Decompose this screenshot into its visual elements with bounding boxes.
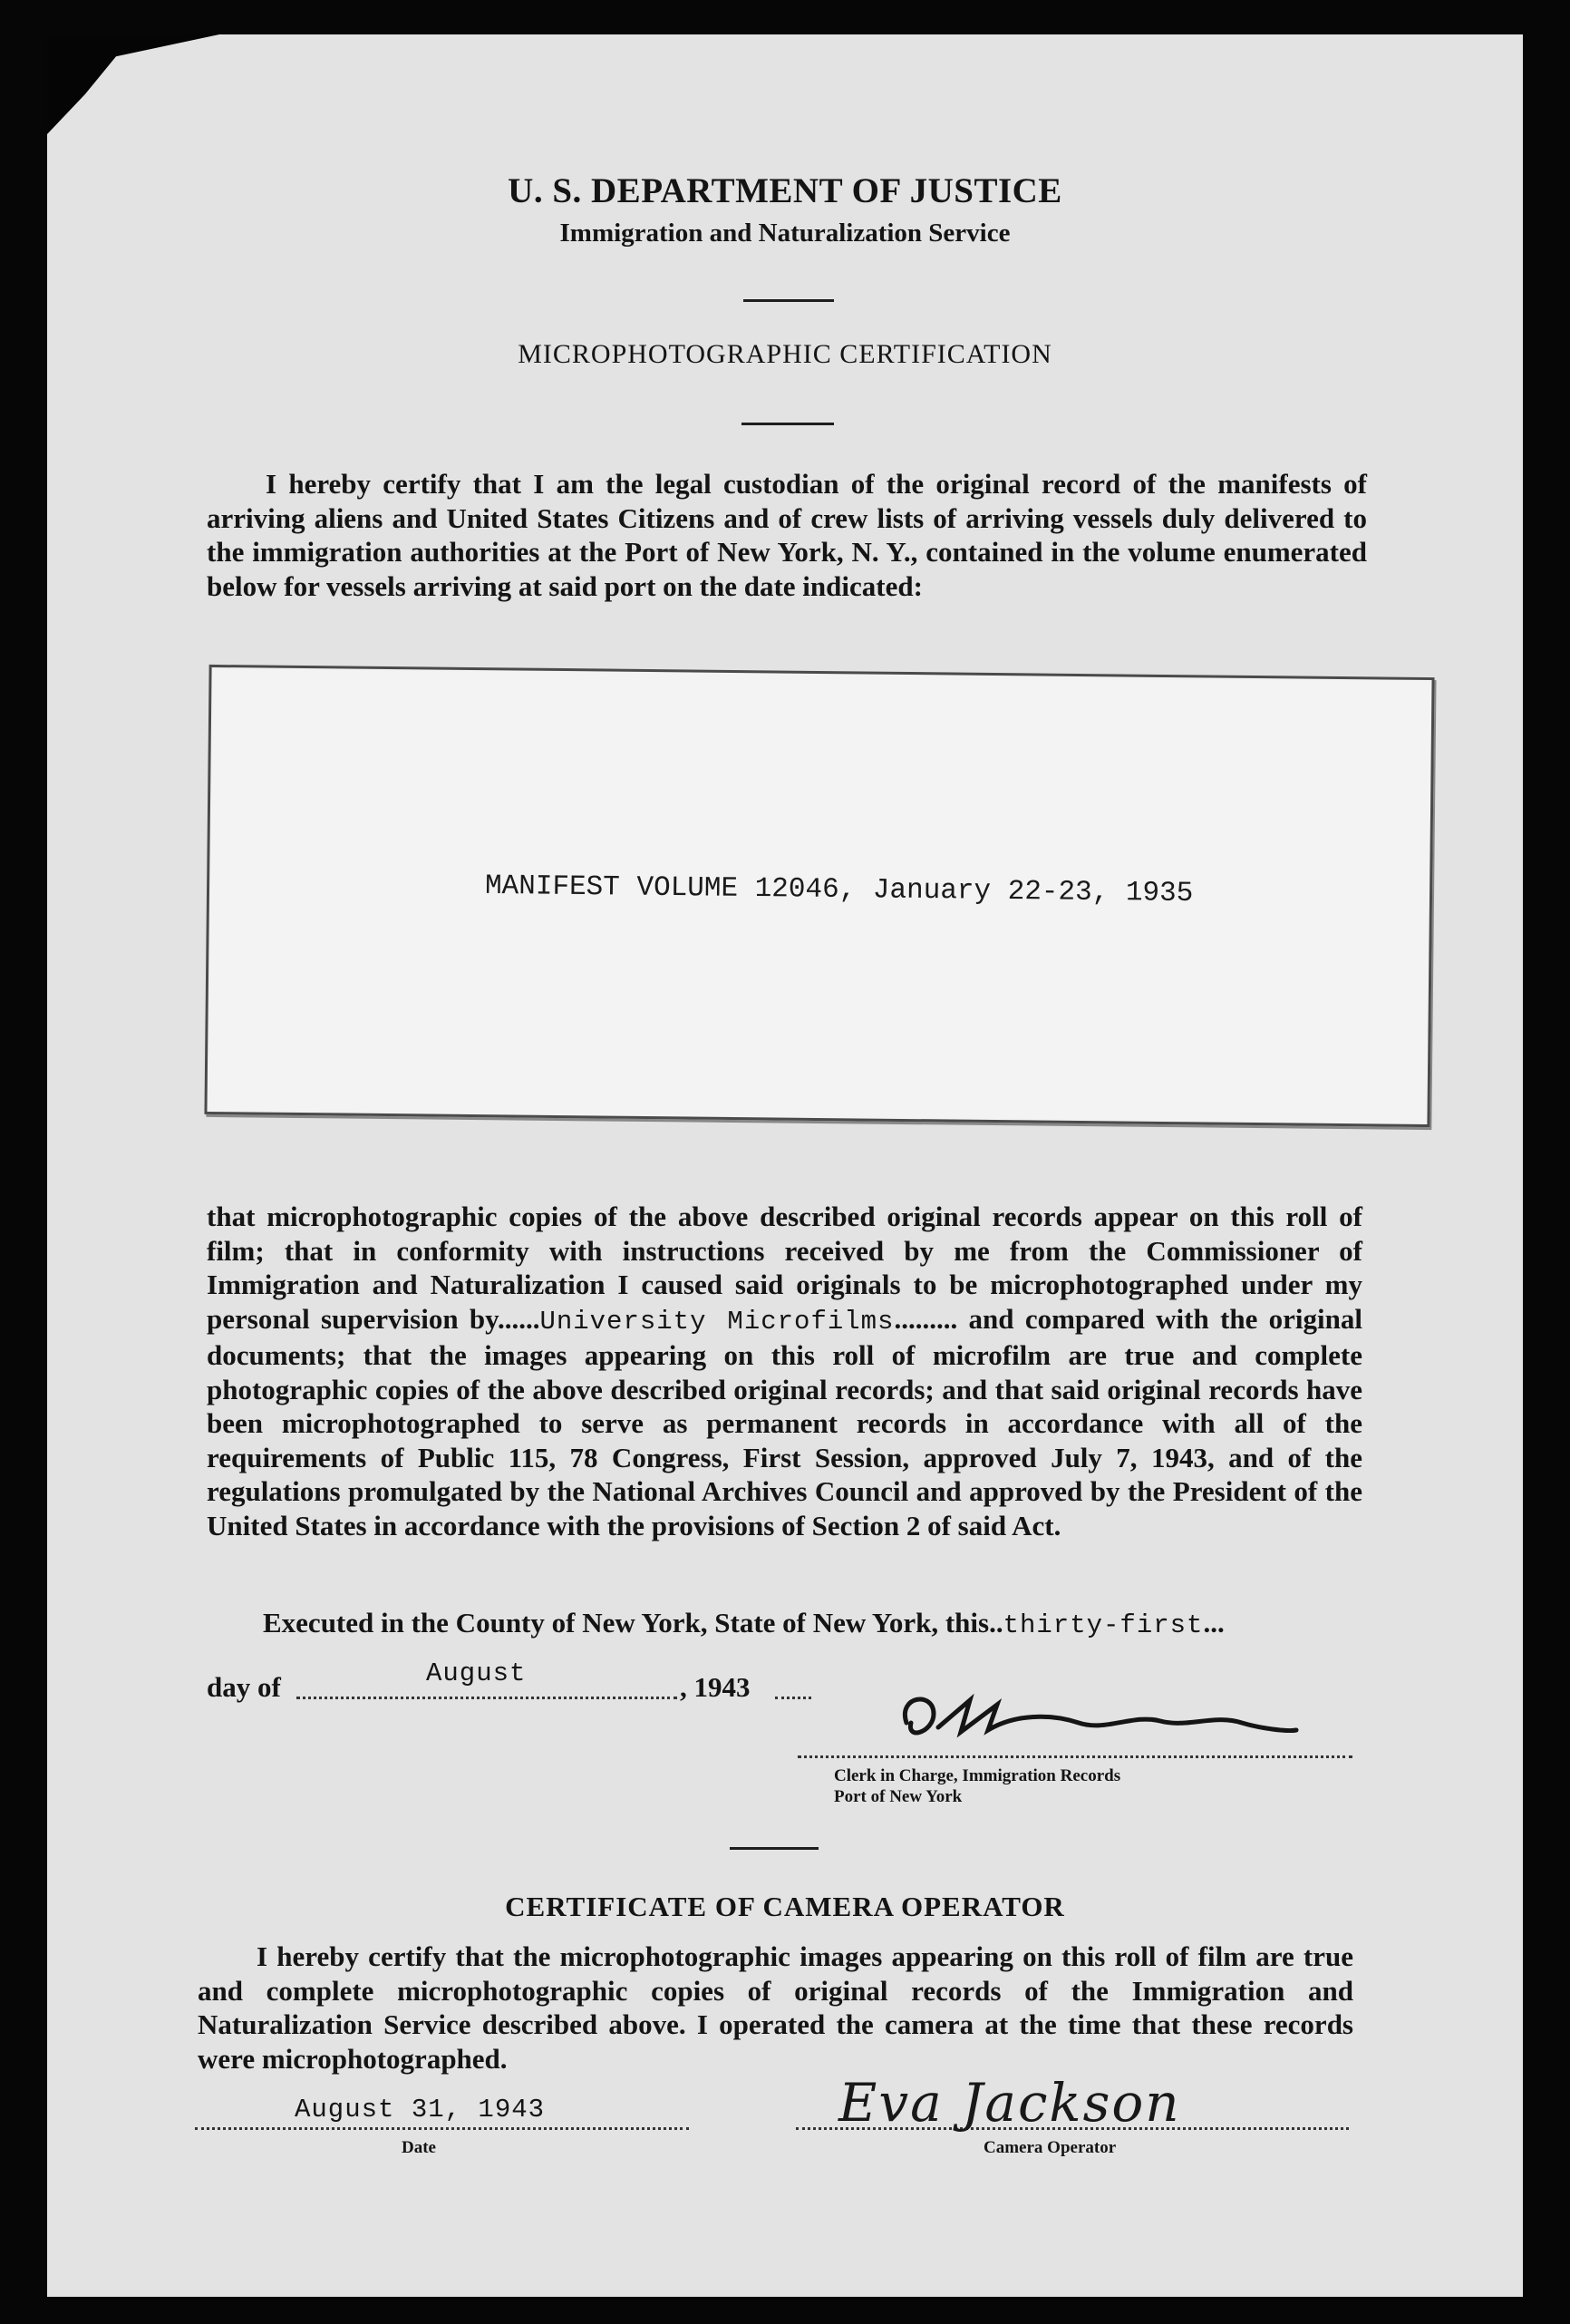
photographer-name: University Microfilms: [539, 1306, 895, 1337]
day-of-label: day of: [207, 1671, 281, 1703]
executed-prefix: Executed in the County of New York, State of New York, this: [263, 1607, 990, 1638]
certification-title: MICROPHOTOGRAPHIC CERTIFICATION: [518, 339, 1052, 369]
executed-day: thirty-first: [1003, 1610, 1204, 1640]
body-part-2: and compared with the original documents; that the images appearing on this roll of microfilm are true and complete photographic copies of the above described original records; and that said original records have been microphotographed to serve as permanent records in accordance with all of the requirements of Public 115, 78 Congress, First Session, approved July 7, 1943, and of the regulations promulgated by the National Archives Council and approved by the President of the United States in accordance with the provisions of Section 2 of said Act.: [207, 1302, 1363, 1541]
date-label: Date: [402, 2138, 436, 2157]
divider-rule: [730, 1847, 819, 1850]
department-heading: U. S. DEPARTMENT OF JUSTICE: [508, 171, 1062, 210]
manifest-volume-text: MANIFEST VOLUME 12046, January 22-23, 1935: [484, 870, 1194, 910]
intro-paragraph: I hereby certify that I am the legal custodian of the original record of the manifests of arriving aliens and United States Citizens and of crew lists of arriving vessels duly delivered to the immigration authorities at the Port of New York, N. Y., contained in the volume enumerated below for vessels arriving at said port on the date indicated:: [207, 468, 1367, 602]
camera-paragraph: I hereby certify that the microphotographic images appearing on this roll of film are true and complete microphotographic copies of original records of the Immigration and Naturalization Service described above. I operated the camera at the time that these records were microphotographed.: [198, 1940, 1353, 2075]
clerk-location: Port of New York: [834, 1787, 963, 1806]
year-dotted-line: [775, 1696, 811, 1699]
service-heading: Immigration and Naturalization Service: [559, 219, 1011, 248]
camera-certificate-title: CERTIFICATE OF CAMERA OPERATOR: [505, 1891, 1065, 1922]
clerk-signature: [870, 1687, 1305, 1759]
clerk-title: Clerk in Charge, Immigration Records: [834, 1766, 1121, 1785]
date-dotted-line: [195, 2126, 689, 2130]
divider-rule: [741, 423, 834, 425]
executed-month: August: [426, 1658, 527, 1688]
divider-rule: [743, 299, 834, 302]
certification-body: that microphotographic copies of the above described original records appear on this roll of film; that in conformity with instructions received by me from the Commissioner of Immigration and Naturalization I caused said originals to be microphotographed under my personal supervision by......University Microfilms......... and compared with the original documents; that the images appearing on this roll of microfilm are true and complete photographic copies of the above described original records; and that said original records have been microphotographed to serve as permanent records in accordance with all of the requirements of Public 115, 78 Congress, First Session, approved July 7, 1943, and of the regulations promulgated by the National Archives Council and approved by the President of the United States in accordance with the provisions of Section 2 of said Act.: [207, 1201, 1363, 1541]
executed-line: Executed in the County of New York, State of New York, this..thirty-first...: [263, 1607, 1225, 1640]
body-part-1: that microphotographic copies of the above described original records appear on this roll of film; that in conformity with instructions received by me from the Commissioner of Immigration and Naturalization I caused said originals to be microphotographed under my personal supervision by: [207, 1201, 1362, 1335]
operator-signature: Eva Jackson: [838, 2072, 1181, 2134]
operator-label: Camera Operator: [984, 2138, 1117, 2157]
month-dotted-line: [296, 1696, 677, 1699]
camera-date-value: August 31, 1943: [295, 2095, 546, 2125]
executed-year: , 1943: [680, 1671, 751, 1703]
clerk-signature-line: [798, 1755, 1352, 1758]
